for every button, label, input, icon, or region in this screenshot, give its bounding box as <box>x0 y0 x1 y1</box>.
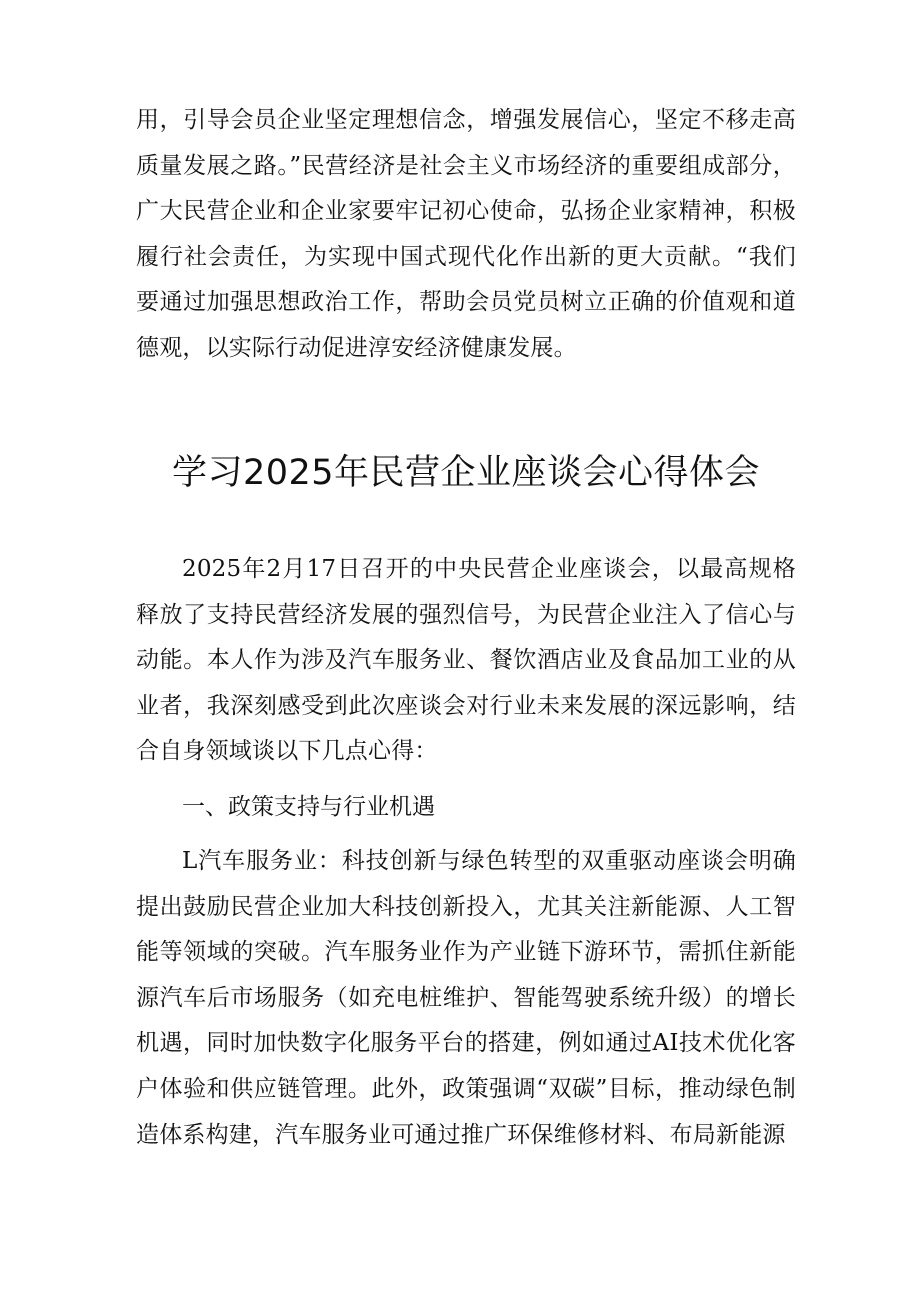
section-heading: 一、政策支持与行业机遇 <box>182 794 435 820</box>
intro-paragraph: 2025年2月17日召开的中央民营企业座谈会，以最高规格释放了支持民营经济发展的强烈信号，为民营企业注入了信心与动能。本人作为涉及汽车服务业、餐饮酒店业及食品加工业的从业者，我深刻感受到此次座谈会对行业未来发展的深远影响，结合自身领域谈以下几点心得： <box>136 556 796 765</box>
page-title: 学习2025年民营企业座谈会心得体会 <box>171 453 761 493</box>
continuation-paragraph: 用，引导会员企业坚定理想信念，增强发展信心，坚定不移走高质量发展之路。”民营经济是社会主义市场经济的重要组成部分，广大民营企业和企业家要牢记初心使命，弘扬企业家精神，积极履行社会责任，为实现中国式现代化作出新的更大贡献。“我们要通过加强思想政治工作，帮助会员党员树立正确的价值观和道德观，以实际行动促进淳安经济健康发展。 <box>136 107 796 361</box>
section-paragraph: L汽车服务业：科技创新与绿色转型的双重驱动座谈会明确提出鼓励民营企业加大科技创新投入，尤其关注新能源、人工智能等领域的突破。汽车服务业作为产业链下游环节，需抓住新能源汽车后市场服务（如充电桩维护、智能驾驶系统升级）的增长机遇，同时加快数字化服务平台的搭建，例如通过AI技术优化客户体验和供应链管理。此外，政策强调“双碳”目标，推动绿色制造体系构建，汽车服务业可通过推广环保维修材料、布局新能源 <box>136 848 796 1148</box>
